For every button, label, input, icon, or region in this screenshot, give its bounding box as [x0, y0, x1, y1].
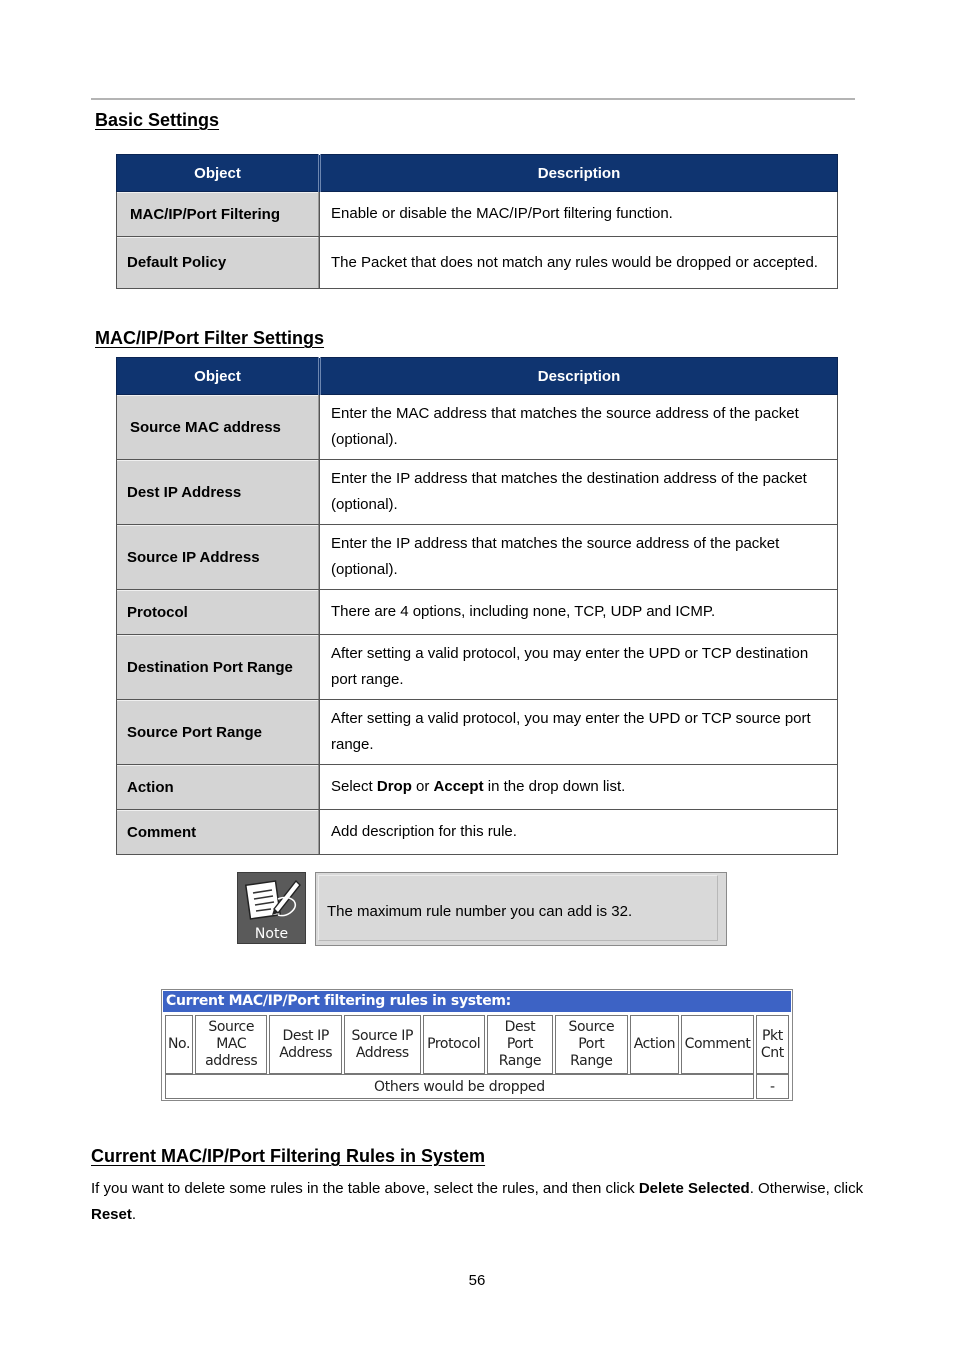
- basic-settings-heading: Basic Settings: [95, 110, 220, 130]
- col-header-description: Description: [320, 155, 838, 192]
- table-row: [117, 765, 838, 810]
- object-cell: Protocol: [117, 590, 320, 635]
- table-row: [117, 700, 838, 765]
- rules-table: [163, 1015, 791, 1099]
- col-no: No.: [165, 1015, 193, 1074]
- description-cell: There are 4 options, including none, TCP, UDP and ICMP.: [320, 590, 838, 635]
- col-header-object: Object: [117, 358, 320, 395]
- description-cell: After setting a valid protocol, you may enter the UPD or TCP source port range.: [320, 700, 838, 765]
- description-cell: Enter the IP address that matches the destination address of the packet (optional).: [320, 460, 838, 525]
- col-header-description: Description: [320, 358, 838, 395]
- col-action: Action: [630, 1015, 680, 1074]
- col-dest-port: Dest Port Range: [487, 1015, 553, 1074]
- rules-table-screenshot: [161, 989, 793, 1101]
- note-box: [315, 872, 727, 946]
- col-comment: Comment: [681, 1015, 754, 1074]
- col-pkt-cnt: Pkt Cnt: [756, 1015, 789, 1074]
- description-text: in the drop down list.: [483, 778, 626, 795]
- col-source-port: Source Port Range: [555, 1015, 628, 1074]
- accept-keyword: Accept: [433, 778, 484, 795]
- col-protocol: Protocol: [423, 1015, 485, 1074]
- current-rules-paragraph: If you want to delete some rules in the table above, select the rules, and then click Delete Selected. Otherwise, click Reset.: [91, 1180, 864, 1223]
- table-row: [117, 237, 838, 289]
- delete-selected-keyword: Delete Selected: [638, 1180, 750, 1197]
- description-cell: [320, 765, 838, 810]
- col-source-mac: Source MAC address: [195, 1015, 268, 1074]
- rules-table-title: Current MAC/IP/Port filtering rules in system:: [163, 991, 791, 1012]
- col-header-object: Object: [117, 155, 320, 192]
- object-cell: Source IP Address: [117, 525, 320, 590]
- object-cell: Action: [117, 765, 320, 810]
- note-icon-label: Note: [254, 926, 289, 942]
- filter-settings-heading: MAC/IP/Port Filter Settings: [95, 328, 325, 348]
- object-cell: Source MAC address: [117, 395, 320, 460]
- object-cell: Destination Port Range: [117, 635, 320, 700]
- note-icon: [237, 872, 306, 944]
- col-dest-ip: Dest IP Address: [269, 1015, 342, 1074]
- filter-settings-table: [116, 357, 838, 855]
- description-cell: After setting a valid protocol, you may enter the UPD or TCP destination port range.: [320, 635, 838, 700]
- description-cell: Enter the MAC address that matches the source address of the packet (optional).: [320, 395, 838, 460]
- default-rule-count: -: [756, 1074, 789, 1099]
- page-number: 56: [468, 1272, 486, 1289]
- table-row: [117, 525, 838, 590]
- drop-keyword: Drop: [376, 778, 412, 795]
- top-rule: [91, 98, 855, 100]
- object-cell: Default Policy: [117, 237, 320, 289]
- table-row: [117, 590, 838, 635]
- table-row: [117, 192, 838, 237]
- description-cell: Enter the IP address that matches the source address of the packet (optional).: [320, 525, 838, 590]
- basic-settings-table: [116, 154, 838, 289]
- description-text: or: [411, 778, 434, 795]
- description-text: Select: [331, 778, 377, 795]
- description-cell: Add description for this rule.: [320, 810, 838, 855]
- description-cell: Enable or disable the MAC/IP/Port filtering function.: [320, 192, 838, 237]
- rules-header-row: [165, 1015, 789, 1074]
- col-source-ip: Source IP Address: [344, 1015, 421, 1074]
- object-cell: MAC/IP/Port Filtering: [117, 192, 320, 237]
- object-cell: Dest IP Address: [117, 460, 320, 525]
- table-row: [117, 635, 838, 700]
- description-cell: The Packet that does not match any rules would be dropped or accepted.: [320, 237, 838, 289]
- object-cell: Comment: [117, 810, 320, 855]
- reset-keyword: Reset: [91, 1206, 132, 1223]
- note-text: The maximum rule number you can add is 32.: [318, 875, 718, 941]
- default-rule-cell: Others would be dropped: [165, 1074, 754, 1099]
- current-rules-heading: Current MAC/IP/Port Filtering Rules in System: [91, 1146, 486, 1166]
- table-row: [117, 460, 838, 525]
- table-row: [165, 1074, 789, 1099]
- table-row: [117, 810, 838, 855]
- notepad-pen-icon: [238, 873, 305, 925]
- table-row: [117, 395, 838, 460]
- object-cell: Source Port Range: [117, 700, 320, 765]
